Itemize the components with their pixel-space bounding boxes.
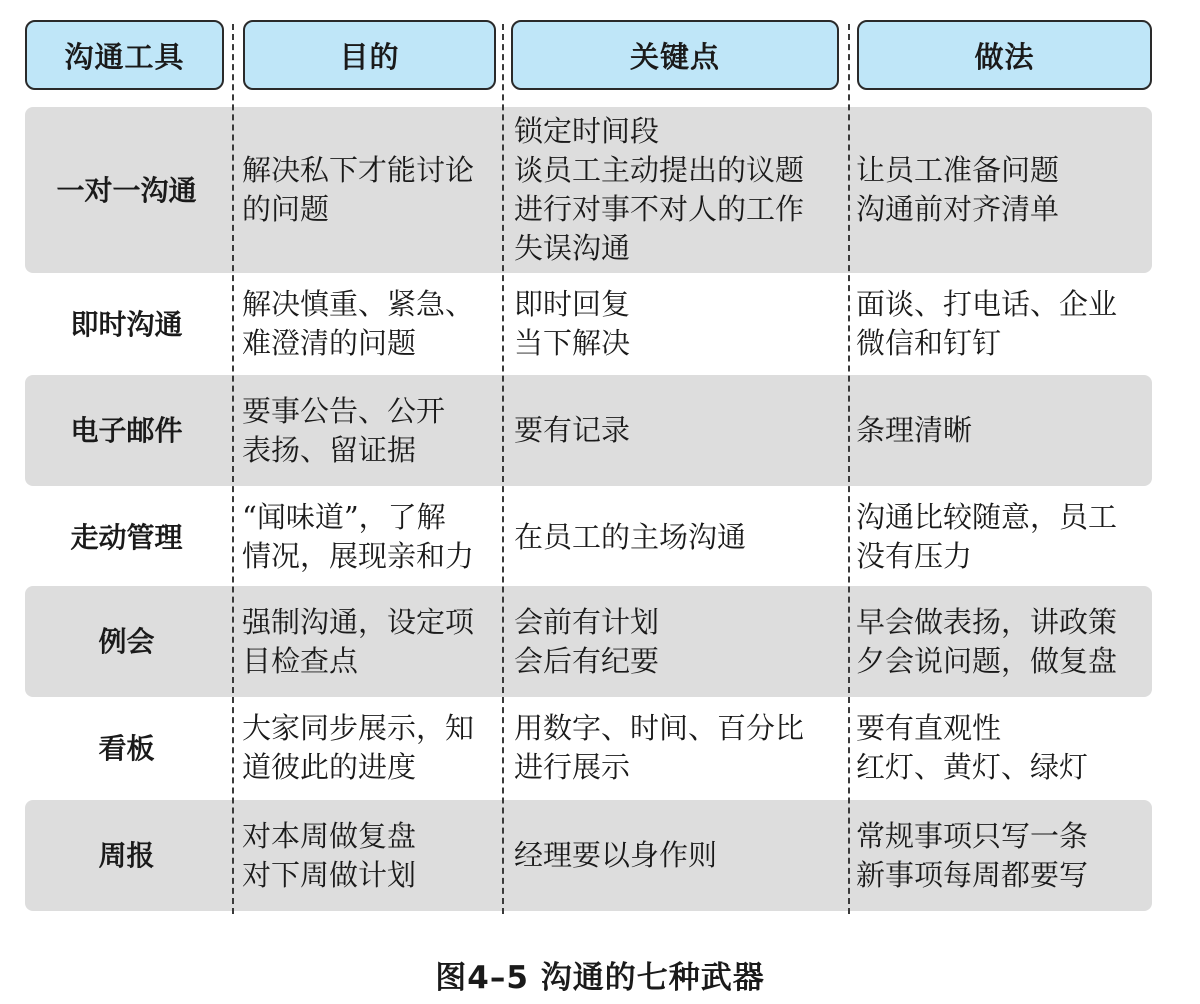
table-row — [25, 491, 1152, 583]
table-row — [25, 107, 1152, 273]
key-point-cell: 锁定时间段 谈员工主动提出的议题 进行对事不对人的工作 失误沟通 — [514, 114, 805, 265]
tool-cell: 走动管理 — [70, 520, 183, 554]
table-row — [25, 800, 1152, 911]
key-point-cell: 即时回复 当下解决 — [514, 287, 631, 360]
table-row — [25, 375, 1152, 486]
header-tool: 沟通工具 — [25, 20, 224, 90]
tool-cell: 看板 — [98, 731, 155, 765]
purpose-cell: 解决慎重、紧急、 难澄清的问题 — [242, 287, 475, 360]
column-divider — [232, 24, 234, 914]
key-point-cell: 会前有计划 会后有纪要 — [514, 604, 660, 678]
method-cell: 面谈、打电话、企业 微信和钉钉 — [856, 287, 1118, 360]
table-row — [25, 586, 1152, 697]
purpose-cell: 对本周做复盘 对下周做计划 — [242, 818, 417, 892]
header-key-points: 关键点 — [511, 20, 839, 90]
purpose-cell: 强制沟通，设定项 目检查点 — [242, 604, 475, 678]
method-cell: 要有直观性 红灯、黄灯、绿灯 — [856, 711, 1089, 784]
header-method: 做法 — [857, 20, 1152, 90]
tool-cell: 一对一沟通 — [56, 173, 197, 207]
tool-cell: 周报 — [98, 839, 155, 872]
table-row — [25, 278, 1152, 370]
table-row — [25, 702, 1152, 794]
method-cell: 条理清晰 — [856, 413, 973, 447]
method-cell: 让员工准备问题 沟通前对齐清单 — [856, 153, 1060, 226]
purpose-cell: “闻味道”，了解 情况，展现亲和力 — [242, 500, 475, 573]
column-divider — [502, 24, 504, 914]
key-point-cell: 经理要以身作则 — [514, 838, 718, 872]
tool-cell: 电子邮件 — [70, 414, 183, 447]
purpose-cell: 要事公告、公开 表扬、留证据 — [242, 393, 446, 467]
key-point-cell: 要有记录 — [514, 413, 631, 447]
key-point-cell: 用数字、时间、百分比 进行展示 — [514, 711, 805, 784]
key-point-cell: 在员工的主场沟通 — [514, 519, 747, 554]
method-cell: 沟通比较随意，员工 没有压力 — [856, 500, 1118, 573]
tool-cell: 即时沟通 — [70, 307, 183, 341]
purpose-cell: 大家同步展示，知 道彼此的进度 — [242, 711, 475, 784]
figure-caption: 图4–5 沟通的七种武器 — [435, 960, 765, 996]
tool-cell: 例会 — [98, 625, 155, 658]
purpose-cell: 解决私下才能讨论 的问题 — [242, 153, 475, 226]
header-purpose: 目的 — [243, 20, 496, 90]
column-divider — [848, 24, 850, 914]
method-cell: 早会做表扬，讲政策 夕会说问题，做复盘 — [856, 604, 1118, 678]
method-cell: 常规事项只写一条 新事项每周都要写 — [856, 818, 1089, 892]
